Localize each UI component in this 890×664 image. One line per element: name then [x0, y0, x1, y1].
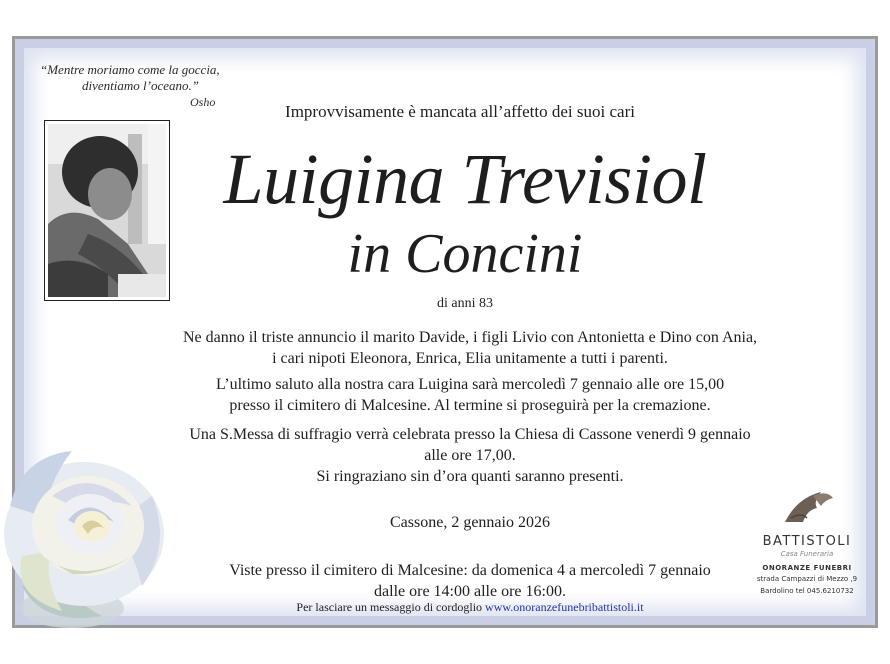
condolence-text: Per lasciare un messaggio di cordoglio	[296, 600, 483, 614]
intro-text: Improvvisamente è mancata all’affetto dei suoi cari	[285, 102, 635, 121]
condolence-link[interactable]: www.onoranzefunebribattistoli.it	[485, 600, 644, 614]
funeral-info	[120, 374, 820, 416]
rose-illustration	[2, 436, 174, 634]
rose-icon	[2, 436, 174, 634]
condolence-footer	[120, 600, 820, 615]
mass-line-1: Una S.Messa di suffragio verrà celebrata presso la Chiesa di Cassone venerdì 9 gennaio	[189, 426, 751, 443]
deceased-name: Luigina Trevisiol	[223, 139, 707, 219]
logo-tagline: ONORANZE FUNEBRI	[762, 564, 852, 572]
visiting-line-2: dalle ore 14:00 alle ore 16:00.	[374, 583, 566, 600]
funeral-line-1: L’ultimo saluto alla nostra cara Luigina sarà mercoledì 7 gennaio alle ore 15,00	[215, 376, 725, 393]
family-line-1: Ne danno il triste annuncio il marito Davide, i figli Livio con Antonietta e Dino con Ania,	[182, 329, 758, 346]
mass-info	[120, 424, 820, 466]
funeral-home-logo	[752, 488, 862, 596]
logo-phone: Bardolino tel 045.6210732	[760, 587, 854, 595]
quote-line-2: diventiamo l’oceano.”	[82, 78, 199, 93]
visiting-info	[120, 560, 820, 602]
thanks-text: Si ringraziano sin d’ora quanti saranno presenti.	[316, 468, 624, 485]
mass-line-2: alle ore 17,00.	[424, 447, 516, 464]
logo-subtitle: Casa Funeraria	[780, 550, 834, 558]
logo-brand: BATTISTOLI	[762, 534, 852, 549]
quote-line-1: “Mentre moriamo come la goccia,	[40, 62, 220, 77]
deceased-age: di anni 83	[437, 296, 493, 311]
funeral-line-2: presso il cimitero di Malcesine. Al termine si proseguirà per la cremazione.	[229, 397, 711, 414]
deceased-married-name: in Concini	[347, 223, 583, 285]
place-date: Cassone, 2 gennaio 2026	[390, 514, 550, 531]
family-announcement	[120, 327, 820, 369]
visiting-line-1: Viste presso il cimitero di Malcesine: da domenica 4 a mercoledì 7 gennaio	[229, 562, 711, 579]
family-line-2: i cari nipoti Eleonora, Enrica, Elia unitamente a tutti i parenti.	[272, 350, 668, 367]
battistoli-emblem-icon	[777, 488, 837, 528]
logo-address: strada Campazzi di Mezzo ,9	[756, 575, 858, 583]
quote-author: Osho	[190, 95, 216, 109]
